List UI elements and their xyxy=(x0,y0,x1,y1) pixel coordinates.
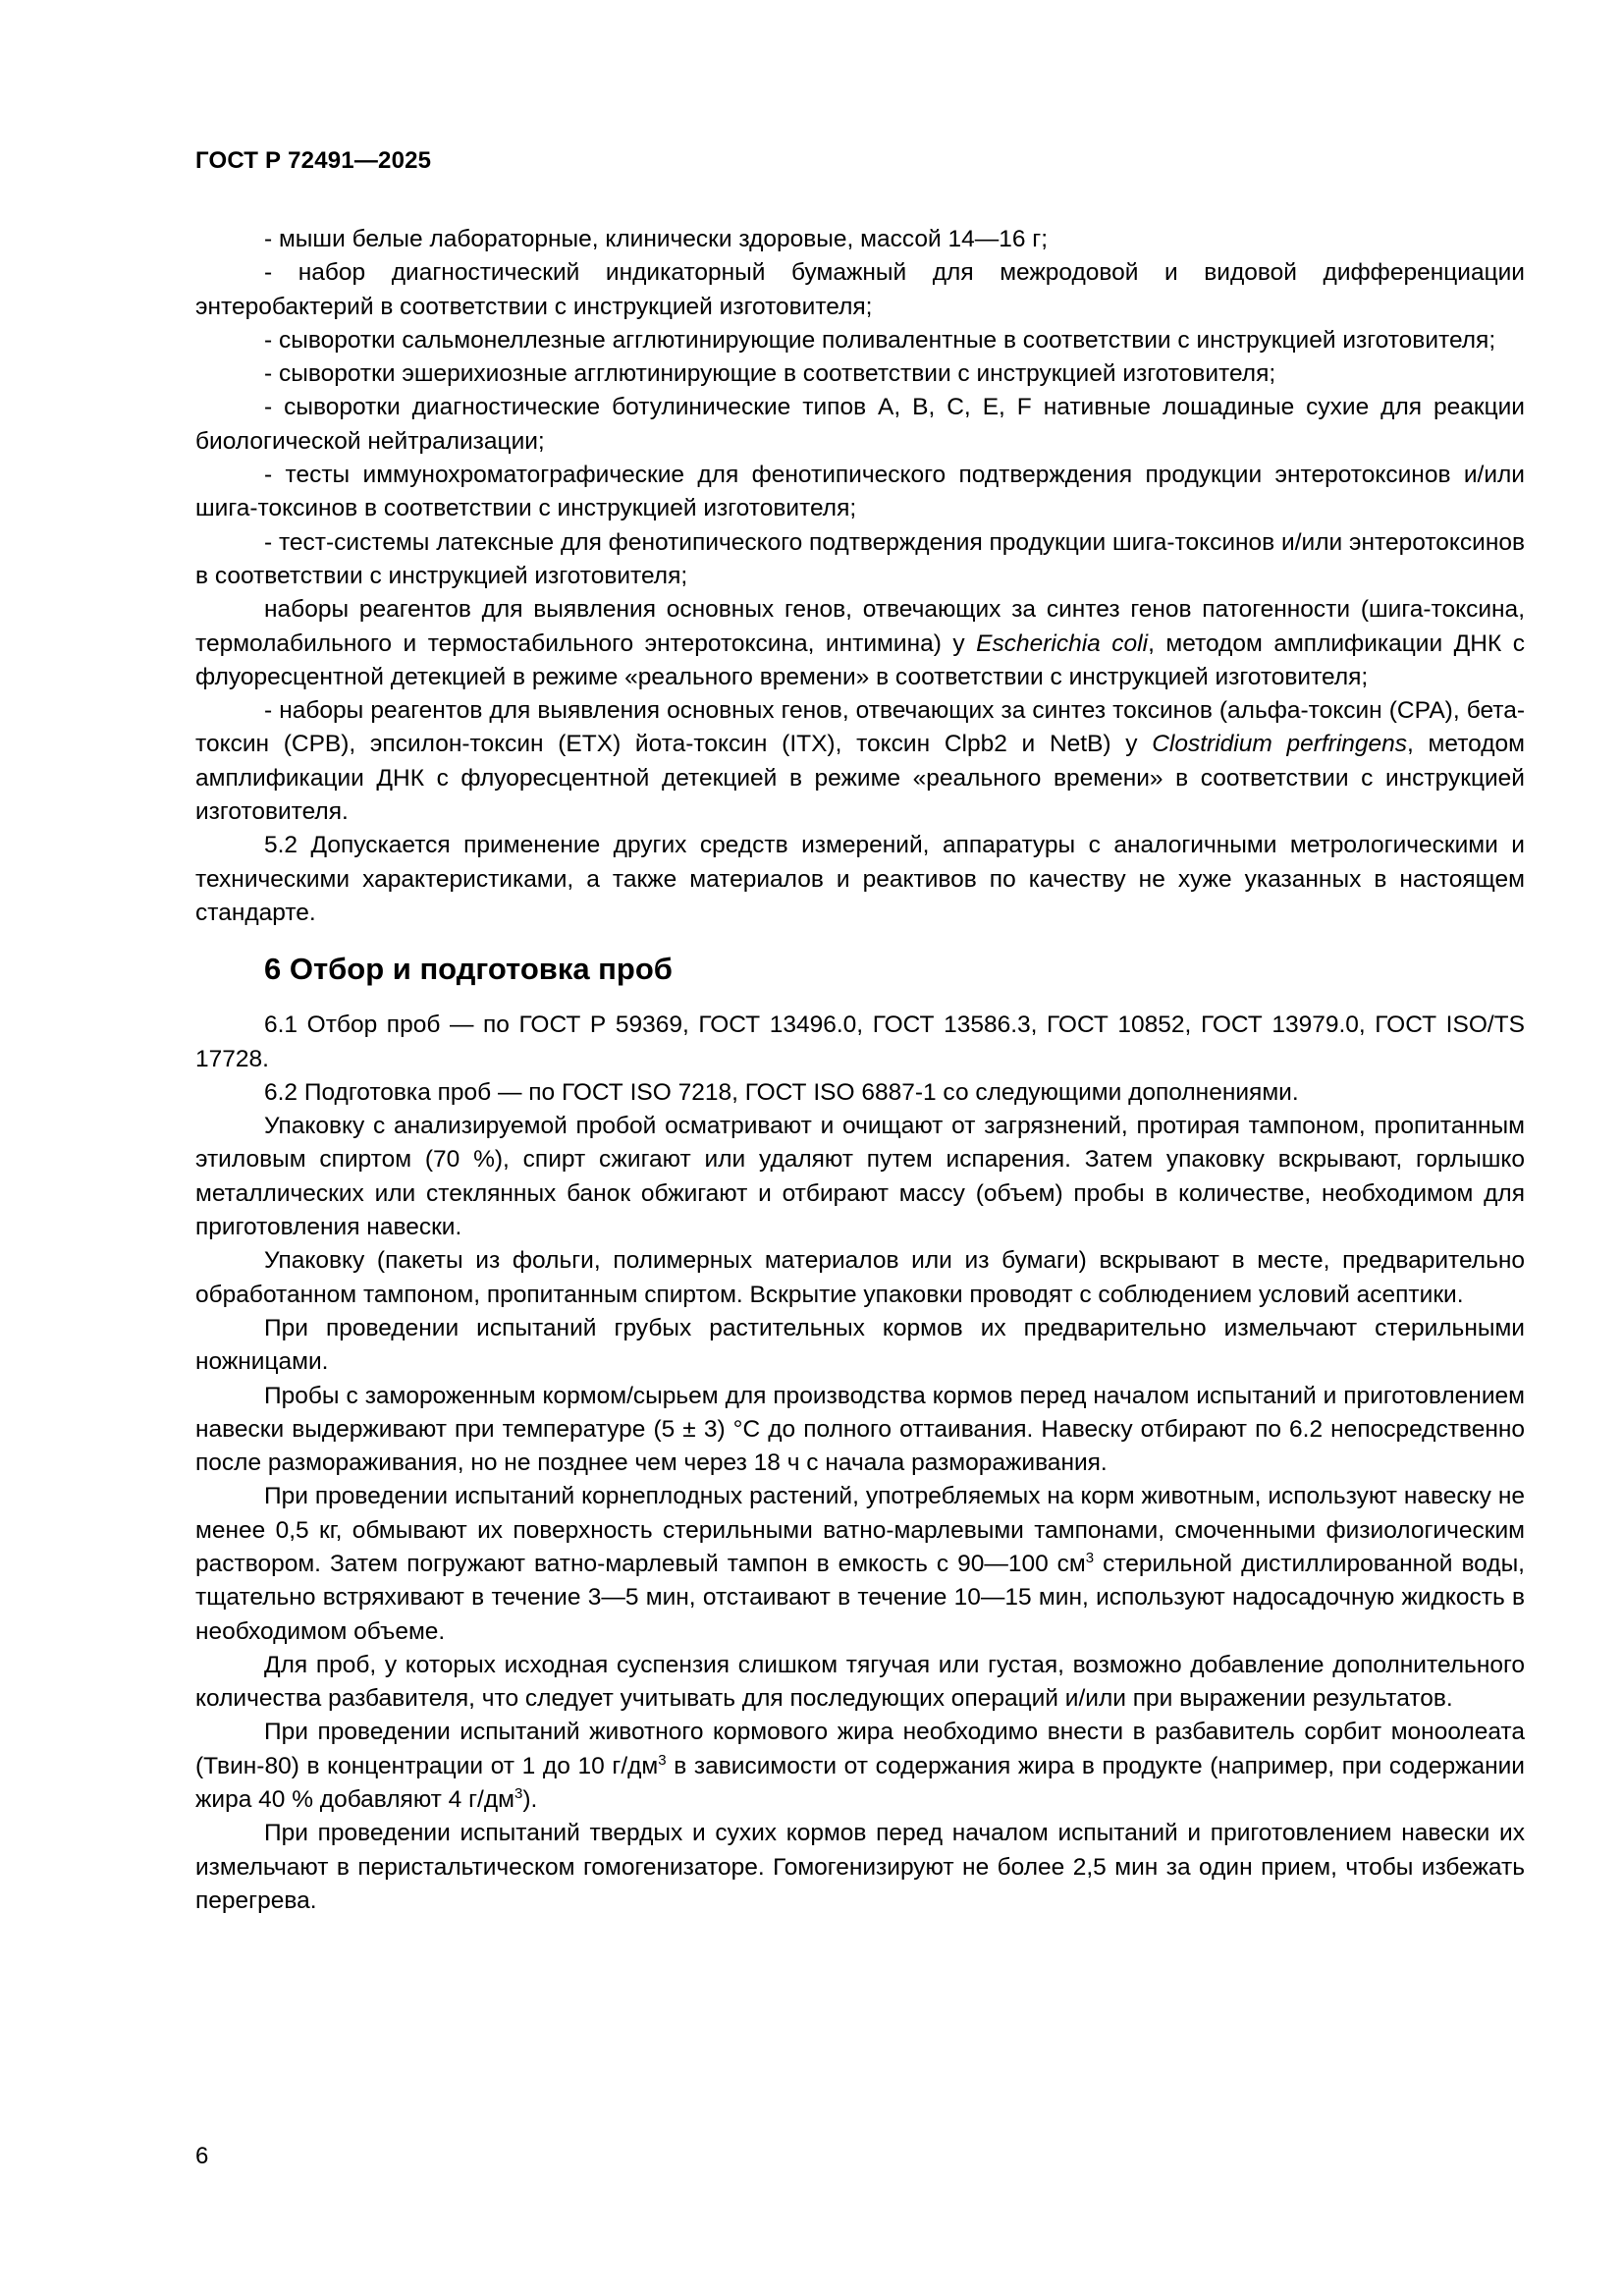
paragraph-root-crops: При проведении испытаний корнеплодных растений, употребляемых на корм животным, используют навеску не менее 0,5 кг, обмывают их поверхность стерильными ватно-марлевыми тампонами, смоченными физиологическим раствором. Затем погружают ватно-марлевый тампон в емкость с 90—100 $см^3$ стерильной дистиллированной воды, тщательно встряхивают в течение 3—5 мин, отстаивают в течение 10—15 мин, используют надосадочную жидкость в необходимом объеме. xyxy=(195,1483,1525,1645)
document-body xyxy=(195,223,1525,1918)
spacer xyxy=(195,930,1525,948)
paragraph-clause-5-2: 5.2 Допускается применение других средств измерений, аппаратуры с аналогичными метрологическими и техническими характеристиками, а также материалов и реактивов по качеству не хуже указанных в настоящем стандарте. xyxy=(195,832,1525,926)
superscript: 3 xyxy=(658,1751,667,1769)
paragraph-clause-6-1: 6.1 Отбор проб — по ГОСТ Р 59369, ГОСТ 13496.0, ГОСТ 13586.3, ГОСТ 10852, ГОСТ 13979.0, ГОСТ ISO/TS 17728. xyxy=(195,1011,1525,1072)
paragraph-list-item-clostridium-reagents: - наборы реагентов для выявления основных генов, отвечающих за синтез токсинов (альфа-токсин (СРА), бета-токсин (СРВ), эпсилон-токсин (ЕТХ) йота-токсин (ITX), токсин Clpb2 и NetB) у Clostridium perfringens, методом амплификации ДНК с флуоресцентной детекцией в режиме «реального времени» в соответствии с инструкцией изготовителя. xyxy=(195,697,1526,826)
species-name-clostridium-perfringens: Clostridium perfringens xyxy=(1152,731,1408,758)
paragraph-animal-fat: При проведении испытаний животного кормового жира необходимо внести в разбавитель сорбит моноолеата (Твин-80) в концентрации от 1 до 10 $г/дм^3$ в зависимости от содержания жира в продукте (например, при содержании жира 40 % добавляют 4 $г/дм^3$). xyxy=(195,1719,1525,1814)
paragraph-list-item-mice: - мыши белые лабораторные, клинически здоровые, массой 14—16 г; xyxy=(264,226,1049,252)
spacer xyxy=(195,991,1525,1009)
paragraph-list-item-ecoli-reagents: наборы реагентов для выявления основных генов, отвечающих за синтез генов патогенности (шига-токсина, термолабильного и термостабильного энтеротоксина, интимина) у Escherichia coli, методом амплификации ДНК с флуоресцентной детекцией в режиме «реального времени» в соответствии с инструкцией изготовителя; xyxy=(195,596,1525,690)
document-header: ГОСТ Р 72491—2025 xyxy=(195,147,432,174)
paragraph-package-inspection: Упаковку с анализируемой пробой осматривают и очищают от загрязнений, протирая тампоном, пропитанным этиловым спиртом (70 %), спирт сжигают или удаляют путем испарения. Затем упаковку вскрывают, горлышко металлических или стеклянных банок обжигают и отбирают массу (объем) пробы в количестве, необходимом для приготовления навески. xyxy=(195,1113,1525,1241)
paragraph-dry-feeds: При проведении испытаний твердых и сухих кормов перед началом испытаний и приготовлением навески их измельчают в перистальтическом гомогенизаторе. Гомогенизируют не более 2,5 мин за один прием, чтобы избежать перегрева. xyxy=(195,1820,1525,1914)
species-name-escherichia-coli: Escherichia coli xyxy=(976,629,1149,657)
superscript: 3 xyxy=(1085,1549,1095,1566)
paragraph-list-item-escherichia-sera: - сыворотки эшерихиозные агглютинирующие в соответствии с инструкцией изготовителя; xyxy=(264,360,1276,388)
superscript: 3 xyxy=(514,1785,523,1803)
paragraph-roughage: При проведении испытаний грубых растительных кормов их предварительно измельчают стерильными ножницами. xyxy=(195,1314,1525,1376)
page-number: 6 xyxy=(195,2143,209,2169)
paragraph-package-opening: Упаковку (пакеты из фольги, полимерных материалов или из бумаги) вскрывают в месте, предварительно обработанном тампоном, пропитанным спиртом. Вскрытие упаковки проводят с соблюдением условий асептики. xyxy=(195,1247,1525,1308)
section-heading: 6 Отбор и подготовка проб xyxy=(264,952,673,987)
paragraph-frozen-samples: Пробы с замороженным кормом/сырьем для производства кормов перед началом испытаний и приготовлением навески выдерживают при температуре (5 ± 3) °С до полного оттаивания. Навеску отбирают по 6.2 непосредственно после размораживания, но не позднее чем через 18 ч с начала размораживания. xyxy=(195,1382,1525,1477)
paragraph-clause-6-2: 6.2 Подготовка проб — по ГОСТ ISO 7218, ГОСТ ISO 6887-1 со следующими дополнениями. xyxy=(264,1078,1299,1106)
paragraph-list-item-latex-tests: - тест-системы латексные для фенотипического подтверждения продукции шига-токсинов и/или энтеротоксинов в соответствии с инструкцией изготовителя; xyxy=(195,528,1525,589)
paragraph-list-item-indicator-kit: - набор диагностический индикаторный бумажный для межродовой и видовой дифференциации энтеробактерий в соответствии с инструкцией изготовителя; xyxy=(195,259,1525,320)
paragraph-viscous-suspension: Для проб, у которых исходная суспензия слишком тягучая или густая, возможно добавление дополнительного количества разбавителя, что следует учитывать для последующих операций и/или при выражении результатов. xyxy=(195,1651,1525,1713)
paragraph-list-item-salmonella-sera: - сыворотки сальмонеллезные агглютинирующие поливалентные в соответствии с инструкцией изготовителя; xyxy=(264,326,1496,354)
paragraph-list-item-botulinum-sera: - сыворотки диагностические ботулинические типов А, В, С, Е, F нативные лошадиные сухие для реакции биологической нейтрализации; xyxy=(195,394,1525,455)
paragraph-list-item-immunochromatographic-tests: - тесты иммунохроматографические для фенотипического подтверждения продукции энтеротоксинов и/или шига-токсинов в соответствии с инструкцией изготовителя; xyxy=(195,462,1525,522)
